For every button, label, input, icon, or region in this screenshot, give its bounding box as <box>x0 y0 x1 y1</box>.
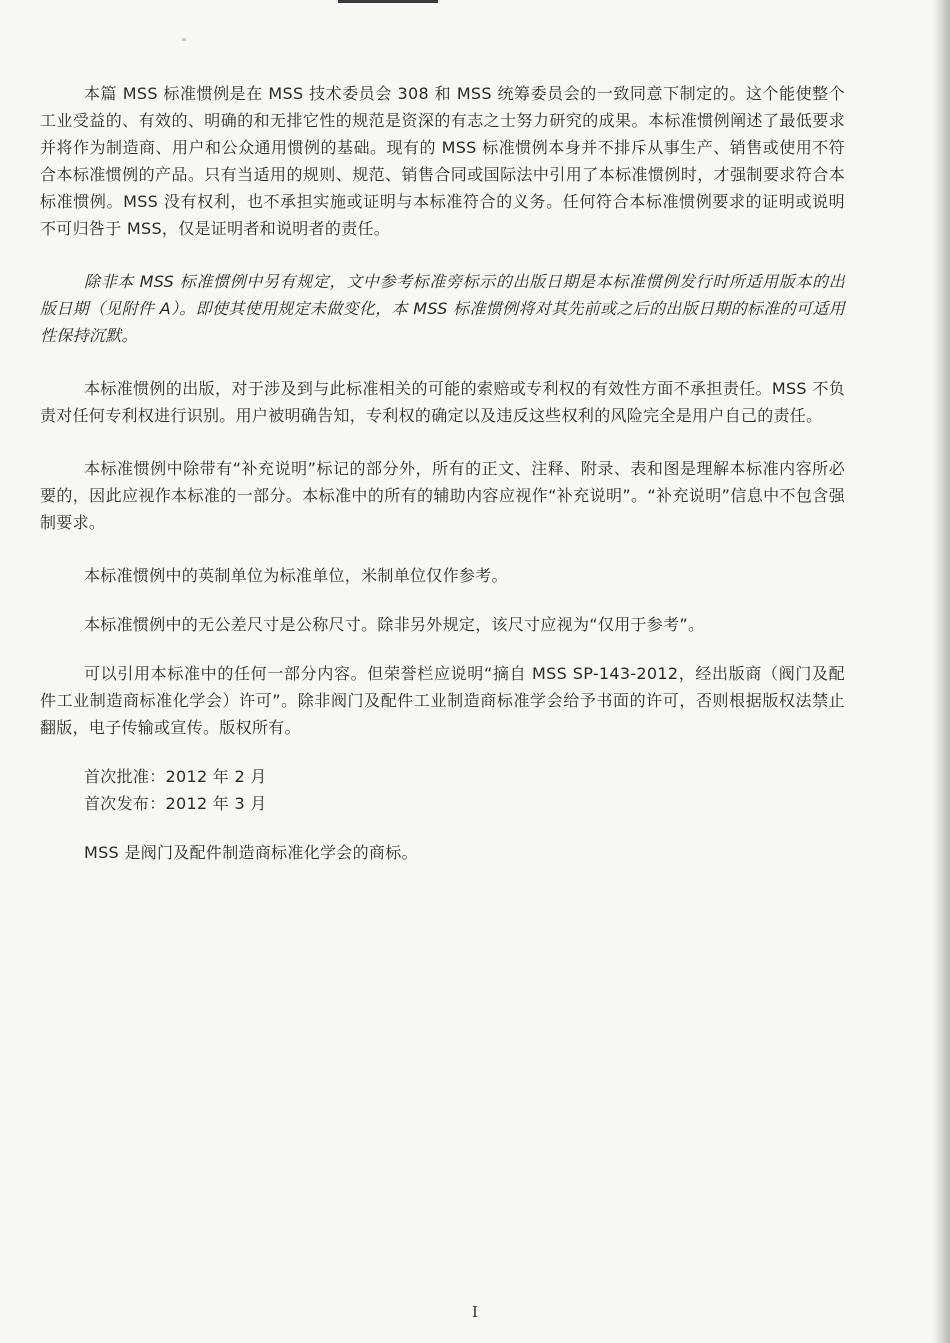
paragraph-copyright: 可以引用本标准中的任何一部分内容。但荣誉栏应说明“摘自 MSS SP-143-2012，经出版商（阀门及配件工业制造商标准化学会）许可”。除非阀门及配件工业制造商标准学会给予书面的许可，否则根据版权法禁止翻版，电子传输或宣传。版权所有。 <box>40 664 845 737</box>
document-body <box>40 80 845 866</box>
trademark-notice: MSS 是阀门及配件制造商标准化学会的商标。 <box>84 843 418 862</box>
paragraph-consensus: 本篇 MSS 标准惯例是在 MSS 技术委员会 308 和 MSS 统筹委员会的一致同意下制定的。这个能使整个工业受益的、有效的、明确的和无排它性的规范是资深的有志之士努力研究的成果。本标准惯例阐述了最低要求并将作为制造商、用户和公众通用惯例的基础。现有的 MSS 标准惯例本身并不排斥从事生产、销售或使用不符合本标准惯例的产品。只有当适用的规则、规范、销售合同或国际法中引用了本标准惯例时，才强制要求符合本标准惯例。MSS 没有权利，也不承担实施或证明与本标准符合的义务。任何符合本标准惯例要求的证明或说明不可归咎于 MSS，仅是证明者和说明者的责任。 <box>40 84 845 238</box>
scan-binding-shadow <box>932 0 950 1343</box>
first-published-date: 首次发布：2012 年 3 月 <box>84 794 267 813</box>
paragraph-supplementary-info: 本标准惯例中除带有“补充说明”标记的部分外，所有的正文、注释、附录、表和图是理解本标准内容所必要的，因此应视作本标准的一部分。本标准中的所有的辅助内容应视作“补充说明”。“补充说明”信息中不包含强制要求。 <box>40 459 845 532</box>
paragraph-units: 本标准惯例中的英制单位为标准单位，米制单位仅作参考。 <box>84 566 508 585</box>
paragraph-patent-disclaimer: 本标准惯例的出版，对于涉及到与此标准相关的可能的索赔或专利权的有效性方面不承担责任。MSS 不负责对任何专利权进行识别。用户被明确告知，专利权的确定以及违反这些权利的风险完全是用户自己的责任。 <box>40 379 845 425</box>
scan-speck <box>182 38 186 41</box>
top-edge-rule <box>338 0 438 3</box>
paragraph-dimensions: 本标准惯例中的无公差尺寸是公称尺寸。除非另外规定，该尺寸应视为“仅用于参考”。 <box>84 615 705 634</box>
page-number: I <box>472 1303 478 1321</box>
paragraph-reference-dates: 除非本 MSS 标准惯例中另有规定，文中参考标准旁标示的出版日期是本标准惯例发行时所适用版本的出版日期（见附件 A）。即使其使用规定未做变化，本 MSS 标准惯例将对其先前或之后的出版日期的标准的可适用性保持沉默。 <box>40 272 845 345</box>
dates-block <box>40 763 845 817</box>
first-approved-date: 首次批准：2012 年 2 月 <box>84 767 267 786</box>
